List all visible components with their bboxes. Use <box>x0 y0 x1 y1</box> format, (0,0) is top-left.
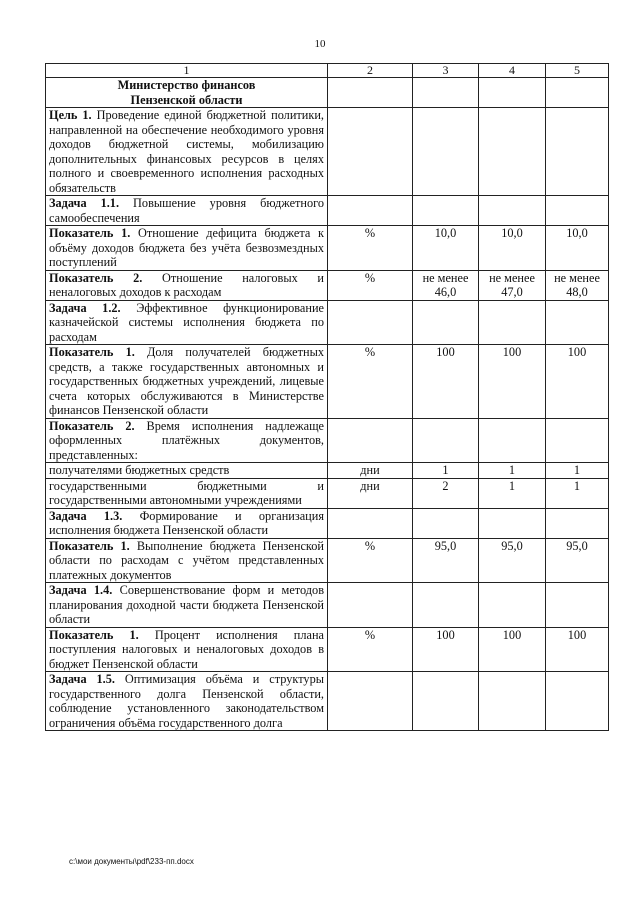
table-row <box>46 508 609 538</box>
value-cell-v4: не менее 47,0 <box>479 270 546 300</box>
header-cell: 2 <box>328 64 413 78</box>
table-row <box>46 345 609 419</box>
table-row <box>46 627 609 672</box>
value-cell-v3: 1 <box>413 463 479 479</box>
unit-cell <box>328 672 413 731</box>
table-row <box>46 478 609 508</box>
indicator-label: Задача 1.3. <box>49 508 123 523</box>
indicator-description <box>46 418 328 463</box>
indicator-text: Проведение единой бюджетной политики, направленной на обеспечение необходимого уровня доходов бюджетной системы, мобилизацию дополнительных финансовых ресурсов в целях полного и своевременного исполнения расходных обязательств <box>49 108 324 195</box>
value-cell-v5 <box>546 672 609 731</box>
indicator-text: государственными бюджетными и государственными автономными учреждениями <box>49 478 324 507</box>
value-cell-v5: 100 <box>546 345 609 419</box>
value-cell-v4 <box>479 672 546 731</box>
indicator-description <box>46 508 328 538</box>
indicator-text: Формирование и организация исполнения бюджета Пензенской области <box>49 508 324 537</box>
unit-cell <box>328 196 413 226</box>
value-cell-v3: 2 <box>413 478 479 508</box>
unit-cell <box>328 300 413 345</box>
value-cell-v5 <box>546 508 609 538</box>
value-cell-v5 <box>546 583 609 628</box>
indicator-description <box>46 270 328 300</box>
table-row <box>46 108 609 196</box>
value-cell-v5 <box>546 196 609 226</box>
page-number: 10 <box>314 38 326 50</box>
value-cell-v4 <box>479 418 546 463</box>
table-row <box>46 196 609 226</box>
value-cell-v4 <box>479 583 546 628</box>
indicators-table <box>45 63 609 731</box>
header-cell: 1 <box>46 64 328 78</box>
ministry-line: Пензенской области <box>130 92 243 107</box>
unit-cell <box>328 583 413 628</box>
value-cell-v5: 95,0 <box>546 538 609 583</box>
unit-cell <box>328 108 413 196</box>
indicator-label: Показатель 2. <box>49 418 135 433</box>
indicator-description <box>46 627 328 672</box>
indicator-description <box>46 672 328 731</box>
table-header-row <box>46 64 609 78</box>
table-body <box>46 108 609 731</box>
value-cell-v5: 100 <box>546 627 609 672</box>
value-cell-v3 <box>413 300 479 345</box>
value-cell-v3 <box>413 508 479 538</box>
indicator-text: Оптимизация объёма и структуры государственного долга Пензенской области, соблюдение установленного законодательством ограничения объёма государственного долга <box>49 672 324 730</box>
header-cell: 4 <box>479 64 546 78</box>
value-cell-v3 <box>413 196 479 226</box>
value-cell-v3: 100 <box>413 627 479 672</box>
value-cell-v4: 95,0 <box>479 538 546 583</box>
indicator-text: Отношение дефицита бюджета к объёму доходов бюджета без учёта безвозмездных поступлений <box>49 226 324 269</box>
indicator-text: Совершенствование форм и методов планирования доходной части бюджета Пензенской области <box>49 583 324 626</box>
ministry-cell <box>46 78 328 108</box>
indicator-label: Задача 1.2. <box>49 300 121 315</box>
indicator-label: Показатель 1. <box>49 538 130 553</box>
table-row <box>46 583 609 628</box>
value-cell-v4: 100 <box>479 345 546 419</box>
value-cell-v5: 1 <box>546 478 609 508</box>
unit-cell: % <box>328 226 413 271</box>
unit-cell: % <box>328 345 413 419</box>
value-cell-v5 <box>546 418 609 463</box>
value-cell-v3: 100 <box>413 345 479 419</box>
footer-file-path: c:\мои документы\pdf\233-пп.docx <box>69 857 194 866</box>
value-cell-v3: не менее 46,0 <box>413 270 479 300</box>
indicator-description <box>46 583 328 628</box>
table-row <box>46 463 609 479</box>
value-cell-v3 <box>413 583 479 628</box>
value-cell-v3: 10,0 <box>413 226 479 271</box>
value-cell-v4: 1 <box>479 463 546 479</box>
value-cell-v4: 100 <box>479 627 546 672</box>
indicator-description <box>46 226 328 271</box>
unit-cell: % <box>328 538 413 583</box>
indicator-label: Задача 1.1. <box>49 196 120 210</box>
indicator-description <box>46 108 328 196</box>
table-row <box>46 226 609 271</box>
value-cell-v3 <box>413 418 479 463</box>
unit-cell: дни <box>328 463 413 479</box>
unit-cell: % <box>328 270 413 300</box>
value-cell-v5: 1 <box>546 463 609 479</box>
value-cell-v3 <box>413 672 479 731</box>
indicator-description <box>46 345 328 419</box>
indicator-description <box>46 463 328 479</box>
indicator-text: Повышение уровня бюджетного самообеспечения <box>49 196 325 225</box>
table-row <box>46 300 609 345</box>
indicator-label: Показатель 2. <box>49 270 143 285</box>
ministry-line: Министерство финансов <box>117 78 256 92</box>
header-cell: 5 <box>546 64 609 78</box>
unit-cell <box>328 508 413 538</box>
table-row <box>46 270 609 300</box>
indicator-description <box>46 196 328 226</box>
indicator-label: Задача 1.5. <box>49 672 115 686</box>
value-cell-v5 <box>546 300 609 345</box>
table-row <box>46 418 609 463</box>
indicator-label: Показатель 1. <box>49 627 139 642</box>
indicator-label: Показатель 1. <box>49 345 135 359</box>
value-cell-v5: не менее 48,0 <box>546 270 609 300</box>
value-cell-v4 <box>479 196 546 226</box>
unit-cell: дни <box>328 478 413 508</box>
indicator-label: Показатель 1. <box>49 226 131 240</box>
table-row <box>46 672 609 731</box>
indicator-text: Выполнение бюджета Пензенской области по расходам с учётом представленных платежных документов <box>49 538 324 582</box>
indicator-label: Задача 1.4. <box>49 583 113 597</box>
indicator-text: Доля получателей бюджетных средств, а также государственных автономных и государственных бюджетных учреждений, лицевые счета которых обслуживаются в Министерстве финансов Пензенской области <box>49 345 324 417</box>
value-cell-v5: 10,0 <box>546 226 609 271</box>
value-cell-v4 <box>479 508 546 538</box>
indicator-description <box>46 478 328 508</box>
ministry-row <box>46 78 609 108</box>
indicator-description <box>46 538 328 583</box>
indicator-text: получателями бюджетных средств <box>49 463 230 477</box>
value-cell-v4 <box>479 108 546 196</box>
unit-cell: % <box>328 627 413 672</box>
header-cell: 3 <box>413 64 479 78</box>
unit-cell <box>328 418 413 463</box>
value-cell-v5 <box>546 108 609 196</box>
indicator-text: Процент исполнения плана поступления налоговых и неналоговых доходов в бюджет Пензенской области <box>49 627 324 671</box>
table-row <box>46 538 609 583</box>
value-cell-v3: 95,0 <box>413 538 479 583</box>
indicator-text: Эффективное функционирование казначейской системы исполнения бюджета по расходам <box>49 300 325 344</box>
indicator-label: Цель 1. <box>49 108 92 122</box>
value-cell-v4 <box>479 300 546 345</box>
value-cell-v4: 10,0 <box>479 226 546 271</box>
indicator-text: Время исполнения надлежаще оформленных платёжных документов, представленных: <box>49 418 325 462</box>
value-cell-v4: 1 <box>479 478 546 508</box>
indicator-description <box>46 300 328 345</box>
value-cell-v3 <box>413 108 479 196</box>
indicator-text: Отношение налоговых и неналоговых доходов к расходам <box>49 270 324 299</box>
